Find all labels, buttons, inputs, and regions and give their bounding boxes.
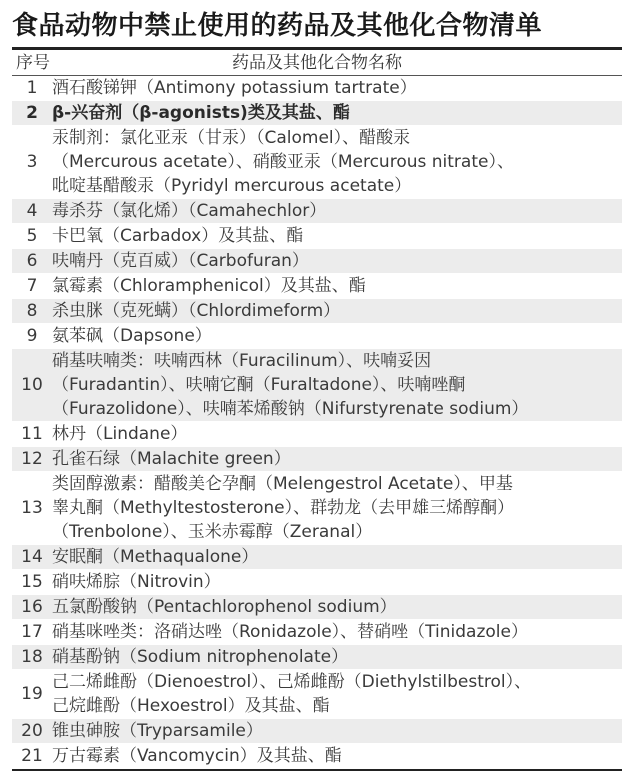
row-name-line: 类固醇激素：醋酸美仑孕酮（Melengestrol Acetate）、甲基 [52,474,513,494]
row-name-line: 锥虫砷胺（Tryparsamile） [52,721,263,741]
table-row [12,670,622,719]
table-row [12,224,622,249]
row-name-line: 吡啶基醋酸汞（Pyridyl mercurous acetate） [52,176,412,196]
row-name [52,595,622,620]
table-row [12,299,622,324]
row-name-line: 汞制剂：氯化亚汞（甘汞）（Calomel）、醋酸汞 [52,128,411,148]
row-number: 21 [21,746,43,766]
row-name [52,76,622,101]
table-row [12,249,622,274]
row-number: 8 [12,299,52,324]
row-number: 16 [12,595,52,620]
row-name [52,570,622,595]
row-name-line: 睾丸酮（Methyltestosterone）、群勃龙（去甲雄三烯醇酮） [52,498,515,518]
row-name-line: 硝呋烯腙（Nitrovin） [52,572,221,592]
table-row [12,545,622,570]
table-row [12,349,622,422]
row-name-line: 硝基咪唑类：洛硝达唑（Ronidazole）、替硝唑（Tinidazole） [52,622,528,642]
row-number: 2 [12,101,52,126]
row-name [52,545,622,570]
row-name-line: 卡巴氧（Carbadox）及其盐、酯 [52,226,304,246]
row-name [52,645,622,670]
row-name-line: 五氯酚酸钠（Pentachlorophenol sodium） [52,597,397,617]
header-number: 序号 [16,53,50,73]
row-name-line: 孔雀石绿（Malachite green） [52,449,291,469]
table-row [12,719,622,744]
row-name-line: 万古霉素（Vancomycin）及其盐、酯 [52,746,342,766]
row-number: 7 [26,276,38,296]
row-number: 5 [26,226,38,246]
substance-table [12,76,622,769]
row-number: 18 [12,645,52,670]
row-number: 15 [21,572,43,592]
row-number: 17 [21,622,43,642]
row-name [52,422,622,447]
row-number: 14 [12,545,52,570]
row-name-line: 氯霉素（Chloramphenicol）及其盐、酯 [52,276,366,296]
row-name [52,249,622,274]
table-row [12,472,622,545]
table-row [12,570,622,595]
row-number: 12 [12,447,52,472]
row-name [52,199,622,224]
row-name-line: 己二烯雌酚（Dienoestrol）、己烯雌酚（Diethylstilbestrol）、 [52,672,532,692]
row-name-line: （Mercurous acetate）、硝酸亚汞（Mercurous nitrate）、 [52,152,514,172]
row-name [52,447,622,472]
header-name: 药品及其他化合物名称 [232,53,402,73]
row-number: 3 [26,152,38,172]
table-row [12,422,622,447]
row-number: 19 [21,684,43,704]
row-name [52,670,622,719]
row-name [52,620,622,645]
row-name-line: 林丹（Lindane） [52,424,188,444]
row-name [52,719,622,744]
row-name [52,274,622,299]
table-header [12,51,622,75]
row-number: 6 [12,249,52,274]
row-name-line: （Trenbolone）、玉米赤霉醇（Zeranal） [52,522,373,542]
row-name-line: 呋喃丹（克百威）（Carbofuran） [52,251,309,271]
table-row [12,324,622,349]
row-name-line: 毒杀芬（氯化烯）（Camahechlor） [52,201,327,221]
row-name-line: 硝基酚钠（Sodium nitrophenolate） [52,647,349,667]
table-row [12,126,622,199]
row-name [52,101,622,126]
row-number: 1 [26,78,38,98]
table-row [12,101,622,126]
row-number: 11 [21,424,43,444]
table-row [12,645,622,670]
row-name-line: 安眠酮（Methaqualone） [52,547,259,567]
row-name-line: 杀虫脒（克死螨）（Chlordimeform） [52,301,341,321]
row-number: 13 [21,498,43,518]
row-name-line: （Furazolidone）、呋喃苯烯酸钠（Nifurstyrenate sodium） [52,399,529,419]
row-number: 4 [12,199,52,224]
table-row [12,274,622,299]
table-row [12,744,622,769]
row-name [52,744,622,769]
row-name-line: 酒石酸锑钾（Antimony potassium tartrate） [52,78,417,98]
row-name [52,224,622,249]
table-row [12,447,622,472]
table-row [12,620,622,645]
row-number: 20 [12,719,52,744]
row-name-line: 硝基呋喃类：呋喃西林（Furacilinum）、呋喃妥因 [52,351,432,371]
row-name [52,324,622,349]
table-row [12,595,622,620]
row-number: 10 [12,349,52,422]
row-name-line: （Furadantin）、呋喃它酮（Furaltadone）、呋喃唑酮 [52,375,466,395]
top-rule [12,47,622,50]
row-name [52,126,622,199]
bottom-rule [12,769,622,771]
row-name [52,472,622,545]
table-row [12,199,622,224]
row-number: 9 [26,326,38,346]
row-name-line: β-兴奋剂（β-agonists)类及其盐、酯 [52,103,350,123]
row-name-line: 己烷雌酚（Hexoestrol）及其盐、酯 [52,696,330,716]
row-name-line: 氨苯砜（Dapsone） [52,326,212,346]
table-row [12,76,622,101]
row-name [52,349,622,422]
document-title: 食品动物中禁止使用的药品及其他化合物清单 [12,11,543,41]
row-name [52,299,622,324]
